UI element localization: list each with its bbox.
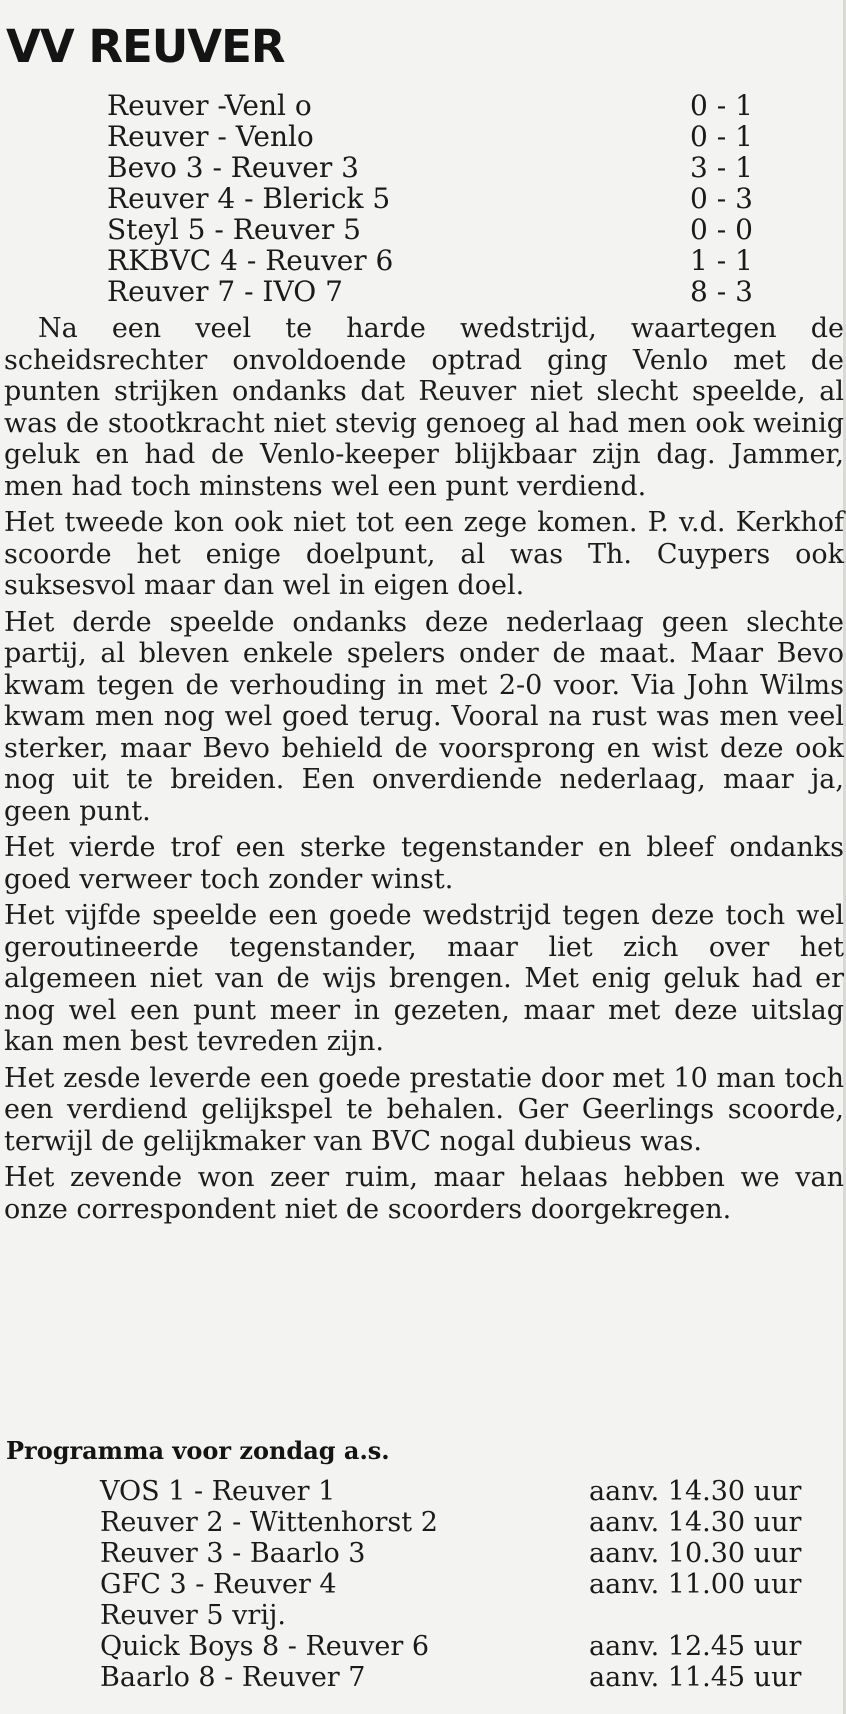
program-match: GFC 3 - Reuver 4 <box>100 1569 337 1600</box>
report-paragraph-seventh-team: Het zevende won zeer ruim, maar helaas hebben we van onze correspondent niet de scoorders doorgekregen. <box>4 1162 844 1225</box>
result-row <box>107 276 767 307</box>
program-time: aanv. 12.45 uur <box>589 1631 802 1662</box>
result-match: Reuver - Venlo <box>107 120 314 153</box>
result-score: 0 - 0 <box>690 213 753 246</box>
result-row <box>107 121 767 152</box>
program-row <box>100 1662 844 1693</box>
report-paragraph-fifth-team: Het vijfde speelde een goede wedstrijd tegen deze toch wel geroutineerde tegenstander, maar liet zich over het algemeen niet van de wijs brengen. Met enig geluk had er nog wel een punt meer in gezeten, maar met deze uitslag kan men best tevreden zijn. <box>4 900 844 1057</box>
match-report <box>4 313 844 1230</box>
program-match: Baarlo 8 - Reuver 7 <box>100 1662 366 1693</box>
result-row <box>107 214 767 245</box>
result-match: Reuver 7 - IVO 7 <box>107 275 343 308</box>
result-match: Reuver -Venl o <box>107 89 312 122</box>
program-row <box>100 1569 844 1600</box>
program-row <box>100 1631 844 1662</box>
result-score: 1 - 1 <box>690 244 753 277</box>
result-row <box>107 90 767 121</box>
report-paragraph-first-team: Na een veel te harde wedstrijd, waartegen de scheidsrechter onvoldoende optrad ging Venlo met de punten strijken ondanks dat Reuver niet slecht speelde, al was de stootkracht niet stevig genoeg al had men ook weinig geluk en had de Venlo-keeper blijkbaar zijn dag. Jammer, men had toch minstens wel een punt verdiend. <box>4 313 844 502</box>
program-match: Reuver 2 - Wittenhorst 2 <box>100 1507 438 1538</box>
program-row <box>100 1476 844 1507</box>
program-row <box>100 1538 844 1569</box>
program-list <box>100 1476 844 1693</box>
program-heading: Programma voor zondag a.s. <box>6 1436 390 1465</box>
result-score: 0 - 1 <box>690 120 753 153</box>
result-score: 0 - 3 <box>690 182 753 215</box>
report-paragraph-fourth-team: Het vierde trof een sterke tegenstander en bleef ondanks goed verweer toch zonder winst. <box>4 832 844 895</box>
result-match: Bevo 3 - Reuver 3 <box>107 151 359 184</box>
program-time: aanv. 10.30 uur <box>589 1538 802 1569</box>
result-score: 0 - 1 <box>690 89 753 122</box>
result-match: Reuver 4 - Blerick 5 <box>107 182 391 215</box>
result-row <box>107 152 767 183</box>
program-match: Reuver 3 - Baarlo 3 <box>100 1538 366 1569</box>
program-time: aanv. 14.30 uur <box>589 1507 802 1538</box>
result-match: Steyl 5 - Reuver 5 <box>107 213 361 246</box>
program-time: aanv. 11.00 uur <box>589 1569 802 1600</box>
program-time: aanv. 14.30 uur <box>589 1476 802 1507</box>
program-time: aanv. 11.45 uur <box>589 1662 802 1693</box>
result-match: RKBVC 4 - Reuver 6 <box>107 244 394 277</box>
club-headline: VV REUVER <box>6 20 285 73</box>
report-paragraph-sixth-team: Het zesde leverde een goede prestatie door met 10 man toch een verdiend gelijkspel te behalen. Ger Geerlings scoorde, terwijl de gelijkmaker van BVC nogal dubieus was. <box>4 1062 844 1157</box>
result-row <box>107 183 767 214</box>
result-row <box>107 245 767 276</box>
results-list <box>107 90 767 307</box>
report-paragraph-second-team: Het tweede kon ook niet tot een zege komen. P. v.d. Kerkhof scoorde het enige doelpunt, al was Th. Cuypers ook suksesvol maar dan wel in eigen doel. <box>4 507 844 601</box>
program-match: VOS 1 - Reuver 1 <box>100 1476 336 1507</box>
program-row <box>100 1600 844 1631</box>
report-paragraph-third-team: Het derde speelde ondanks deze nederlaag geen slechte partij, al bleven enkele spelers onder de maat. Maar Bevo kwam tegen de verhouding in met 2-0 voor. Via John Wilms kwam men nog wel goed terug. Vooral na rust was men veel sterker, maar Bevo behield de voorsprong en wist deze ook nog uit te breiden. Een onverdiende nederlaag, maar ja, geen punt. <box>4 606 844 827</box>
program-match: Reuver 5 vrij. <box>100 1600 286 1631</box>
program-row <box>100 1507 844 1538</box>
program-match: Quick Boys 8 - Reuver 6 <box>100 1631 430 1662</box>
result-score: 3 - 1 <box>690 151 753 184</box>
result-score: 8 - 3 <box>690 275 753 308</box>
